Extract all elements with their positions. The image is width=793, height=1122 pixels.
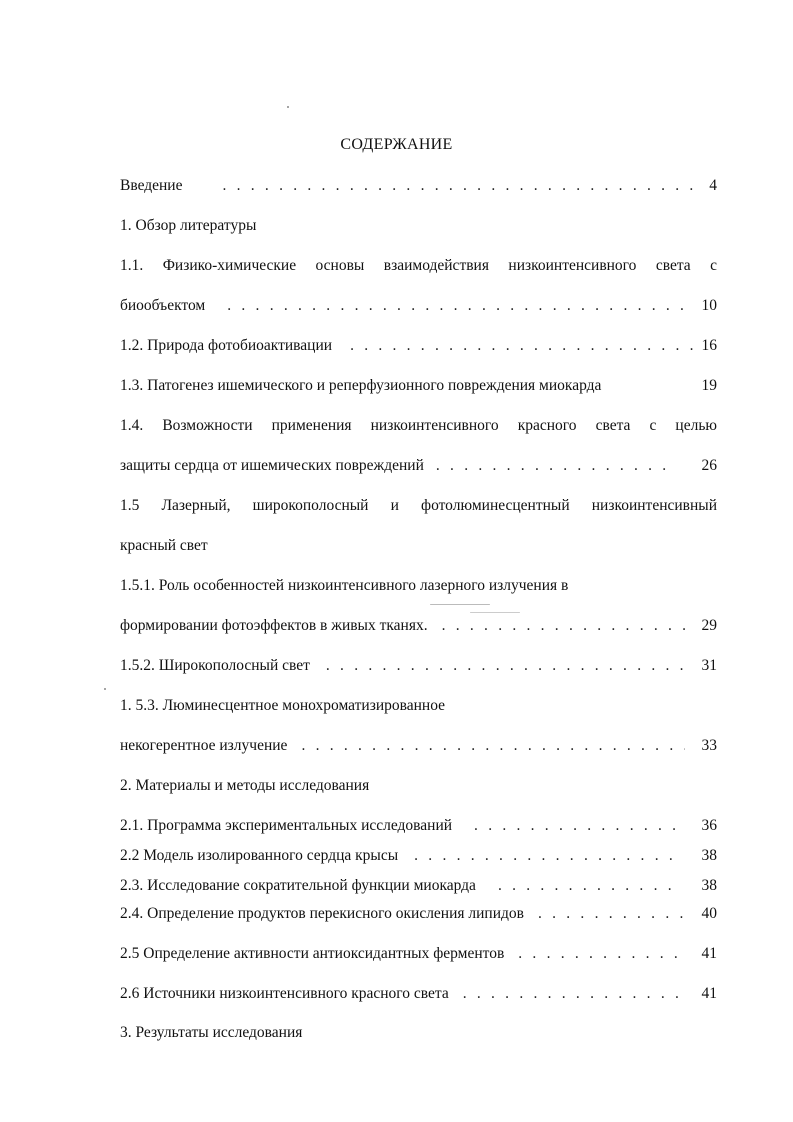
toc-entry xyxy=(120,845,717,867)
toc-leader-dots xyxy=(463,983,679,1005)
toc-entry-line: 1. 5.3. Люминесцентное монохроматизированное xyxy=(120,697,446,714)
toc-page-number: 38 xyxy=(701,877,717,894)
toc-page-number: 33 xyxy=(701,737,717,754)
toc-entry-title: биообъектом xyxy=(120,297,206,314)
scan-smudge xyxy=(470,612,520,613)
toc-page-number: 19 xyxy=(701,377,717,394)
toc-section-heading: 1. Обзор литературы xyxy=(120,217,257,234)
toc-entry-title: некогерентное излучение xyxy=(120,737,288,754)
toc-leader-dots xyxy=(474,815,677,837)
toc-page-number: 16 xyxy=(701,337,717,354)
toc-entry xyxy=(120,455,717,477)
toc-page-number: 41 xyxy=(701,985,717,1002)
toc-entry-title: 2.3. Исследование сократительной функции миокарда xyxy=(120,877,476,894)
toc-leader-dots xyxy=(301,735,685,757)
toc-page-number: 38 xyxy=(701,847,717,864)
toc-entry xyxy=(120,615,717,637)
toc-entry-title: защиты сердца от ишемических повреждений xyxy=(120,457,424,474)
toc-entry xyxy=(120,655,717,677)
toc-entry-title: 1.5.2. Широкополосный свет xyxy=(120,657,310,674)
toc-entry-title: 1.3. Патогенез ишемического и реперфузионного повреждения миокарда xyxy=(120,377,602,394)
scan-speck xyxy=(287,106,289,108)
toc-leader-dots xyxy=(442,615,685,637)
toc-page-number: 4 xyxy=(709,177,717,194)
toc-leader-dots xyxy=(414,845,681,867)
toc-entry xyxy=(120,295,717,317)
toc-entry xyxy=(120,335,717,357)
toc-page-number: 29 xyxy=(701,617,717,634)
toc-leader-dots xyxy=(326,655,685,677)
toc-entry xyxy=(120,175,717,197)
toc-page-number: 26 xyxy=(701,457,717,474)
toc-entry xyxy=(120,815,717,837)
toc-leader-dots xyxy=(538,903,691,925)
toc-entry-title: Введение xyxy=(120,177,183,194)
toc-entry-title: 2.5 Определение активности антиоксидантных ферментов xyxy=(120,945,505,962)
toc-page-number: 31 xyxy=(701,657,717,674)
toc-entry-line: 1.5 Лазерный, широкополосный и фотолюминесцентный низкоинтенсивный xyxy=(120,497,717,514)
toc-leader-dots xyxy=(498,875,681,897)
toc-section-heading: 3. Результаты исследования xyxy=(120,1024,303,1041)
toc-entry xyxy=(120,943,717,965)
toc-entry-line: 1.4. Возможности применения низкоинтенсивного красного света с целью xyxy=(120,417,717,434)
page-title: СОДЕРЖАНИЕ xyxy=(340,136,453,153)
toc-entry-line: 1.1. Физико-химические основы взаимодействия низкоинтенсивного света с xyxy=(120,257,717,274)
toc-page-number: 40 xyxy=(701,905,717,922)
toc-entry xyxy=(120,735,717,757)
toc-entry-line: красный свет xyxy=(120,537,208,554)
toc-entry-title: 2.1. Программа экспериментальных исследований xyxy=(120,817,453,834)
toc-page-number: 36 xyxy=(701,817,717,834)
toc-page-number: 41 xyxy=(701,945,717,962)
toc-entry xyxy=(120,375,717,397)
toc-entry-title: 2.6 Источники низкоинтенсивного красного света xyxy=(120,985,449,1002)
toc-entry xyxy=(120,983,717,1005)
toc-leader-dots xyxy=(518,943,679,965)
toc-page-number: 10 xyxy=(701,297,717,314)
toc-entry-line: 1.5.1. Роль особенностей низкоинтенсивного лазерного излучения в xyxy=(120,577,569,594)
toc-entry-title: 2.2 Модель изолированного сердца крысы xyxy=(120,847,399,864)
toc-leader-dots xyxy=(222,175,693,197)
toc-entry-title: 2.4. Определение продуктов перекисного окисления липидов xyxy=(120,905,524,922)
toc-section-heading: 2. Материалы и методы исследования xyxy=(120,777,370,794)
toc-leader-dots xyxy=(436,455,677,477)
scan-smudge xyxy=(430,604,490,605)
toc-leader-dots xyxy=(227,295,693,317)
scan-speck xyxy=(104,688,106,690)
toc-entry xyxy=(120,875,717,897)
toc-leader-dots xyxy=(350,335,699,357)
toc-entry xyxy=(120,903,717,925)
toc-entry-title: 1.2. Природа фотобиоактивации xyxy=(120,337,333,354)
toc-entry-title: формировании фотоэффектов в живых тканях. xyxy=(120,617,428,634)
